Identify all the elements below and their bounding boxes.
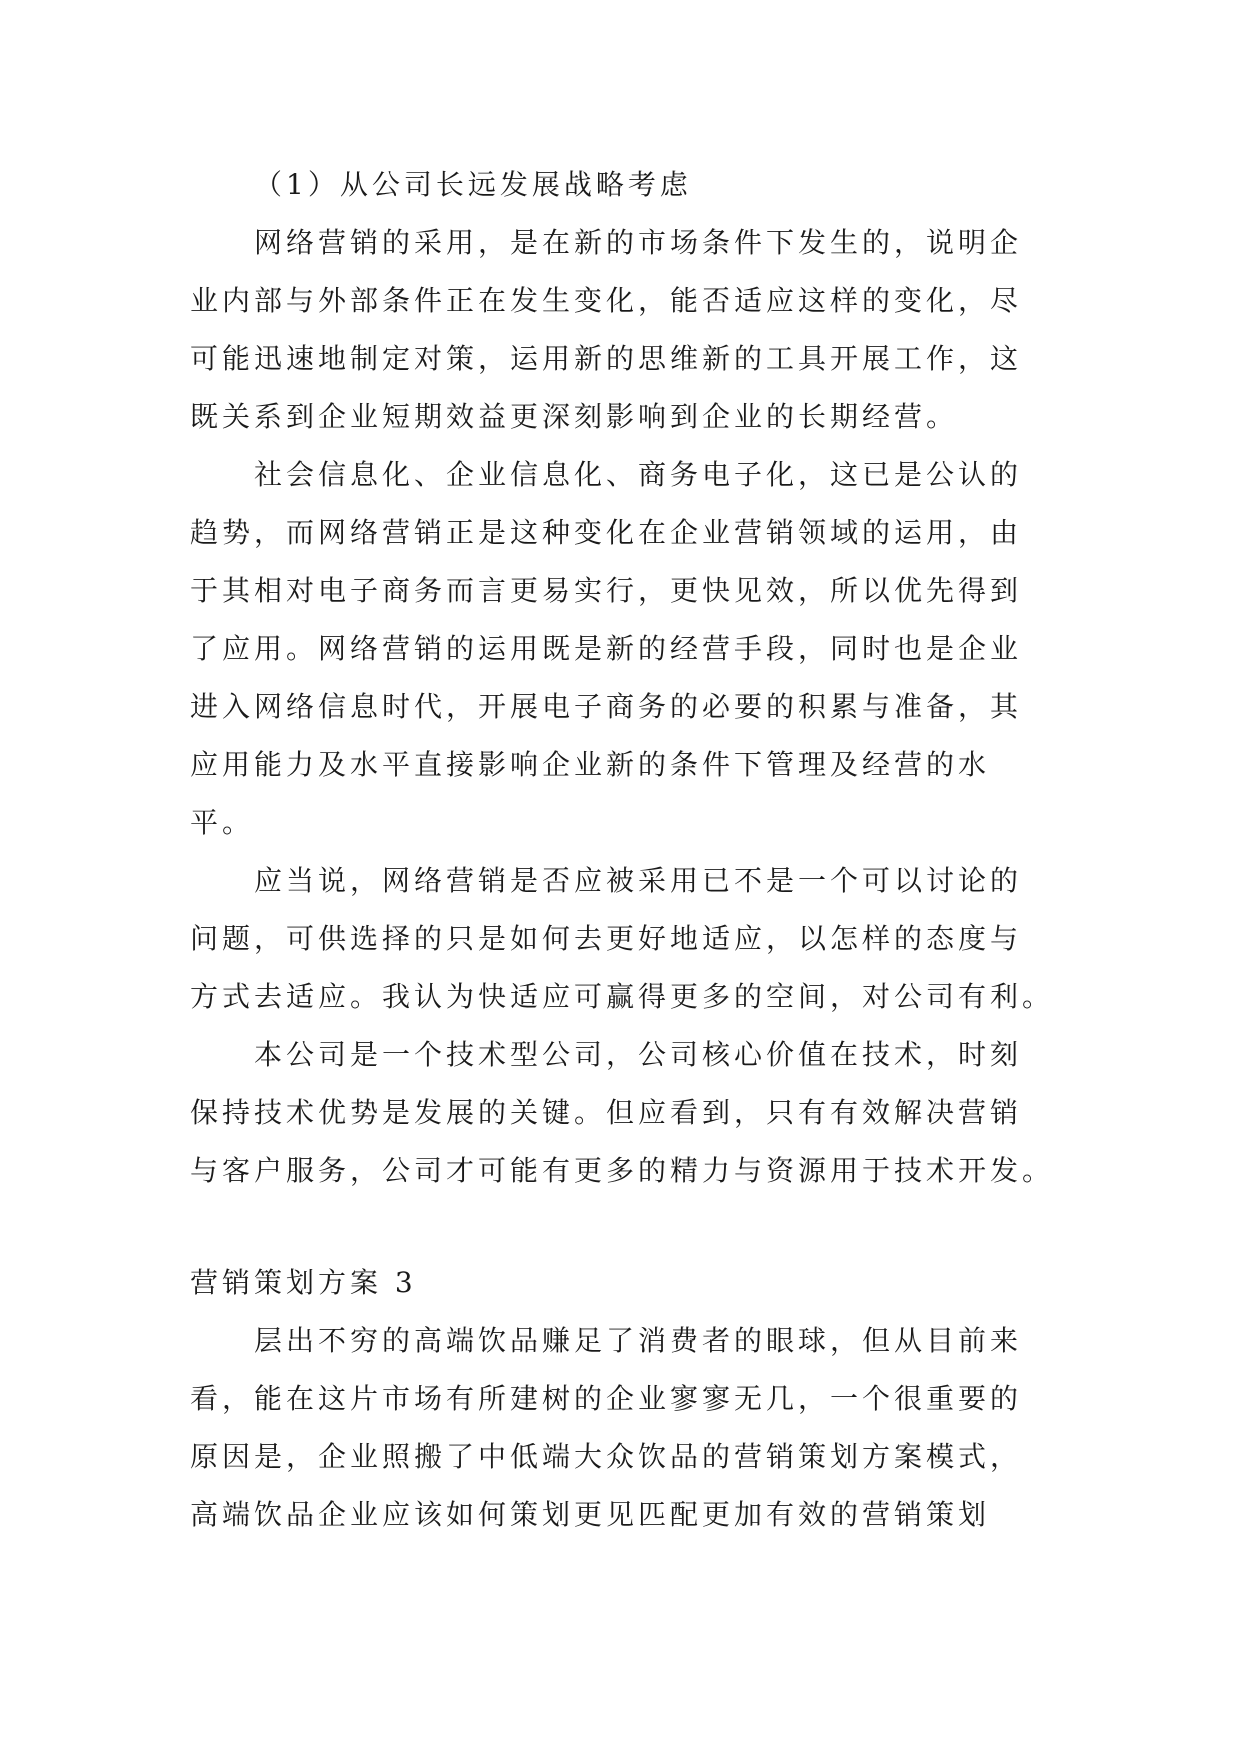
paragraph-line: 了应用。网络营销的运用既是新的经营手段，同时也是企业: [190, 632, 1023, 665]
paragraph-line: 与客户服务，公司才可能有更多的精力与资源用于技术开发。: [190, 1154, 1055, 1187]
paragraph-2: [190, 446, 1050, 852]
paragraph-line: 看，能在这片市场有所建树的企业寥寥无几，一个很重要的: [190, 1382, 1023, 1415]
paragraph-line: 保持技术优势是发展的关键。但应看到，只有有效解决营销: [190, 1096, 1023, 1129]
paragraph-line: 应当说，网络营销是否应被采用已不是一个可以讨论的: [254, 864, 1023, 897]
paragraph-line: 应用能力及水平直接影响企业新的条件下管理及经营的水: [190, 748, 991, 781]
paragraph-line: 趋势，而网络营销正是这种变化在企业营销领域的运用，由: [190, 516, 1023, 549]
paragraph-line: 本公司是一个技术型公司，公司核心价值在技术，时刻: [254, 1038, 1023, 1071]
paragraph-line: 平。: [190, 806, 255, 839]
paragraph-3: [190, 852, 1055, 1026]
paragraph-line: 方式去适应。我认为快适应可赢得更多的空间，对公司有利。: [190, 980, 1055, 1013]
paragraph-line: 高端饮品企业应该如何策划更见匹配更加有效的营销策划: [190, 1498, 991, 1531]
paragraph-line: 进入网络信息时代，开展电子商务的必要的积累与准备，其: [190, 690, 1023, 723]
section-title-text: 营销策划方案 3: [190, 1266, 417, 1299]
paragraph-4: [190, 1026, 1055, 1200]
paragraph-line: 既关系到企业短期效益更深刻影响到企业的长期经营。: [190, 400, 959, 433]
section-title: [190, 1254, 1050, 1312]
subsection-heading: [190, 156, 1050, 214]
heading-text: （1）从公司长远发展战略考虑: [254, 168, 692, 201]
paragraph-line: 业内部与外部条件正在发生变化，能否适应这样的变化，尽: [190, 284, 1023, 317]
paragraph-line: 原因是，企业照搬了中低端大众饮品的营销策划方案模式，: [190, 1440, 1023, 1473]
paragraph-line: 问题，可供选择的只是如何去更好地适应，以怎样的态度与: [190, 922, 1023, 955]
paragraph-5: [190, 1312, 1050, 1544]
paragraph-line: 网络营销的采用，是在新的市场条件下发生的，说明企: [254, 226, 1023, 259]
paragraph-line: 社会信息化、企业信息化、商务电子化，这已是公认的: [254, 458, 1023, 491]
paragraph-line: 层出不穷的高端饮品赚足了消费者的眼球，但从目前来: [254, 1324, 1023, 1357]
paragraph-line: 可能迅速地制定对策，运用新的思维新的工具开展工作，这: [190, 342, 1023, 375]
paragraph-line: 于其相对电子商务而言更易实行，更快见效，所以优先得到: [190, 574, 1023, 607]
paragraph-1: [190, 214, 1050, 446]
